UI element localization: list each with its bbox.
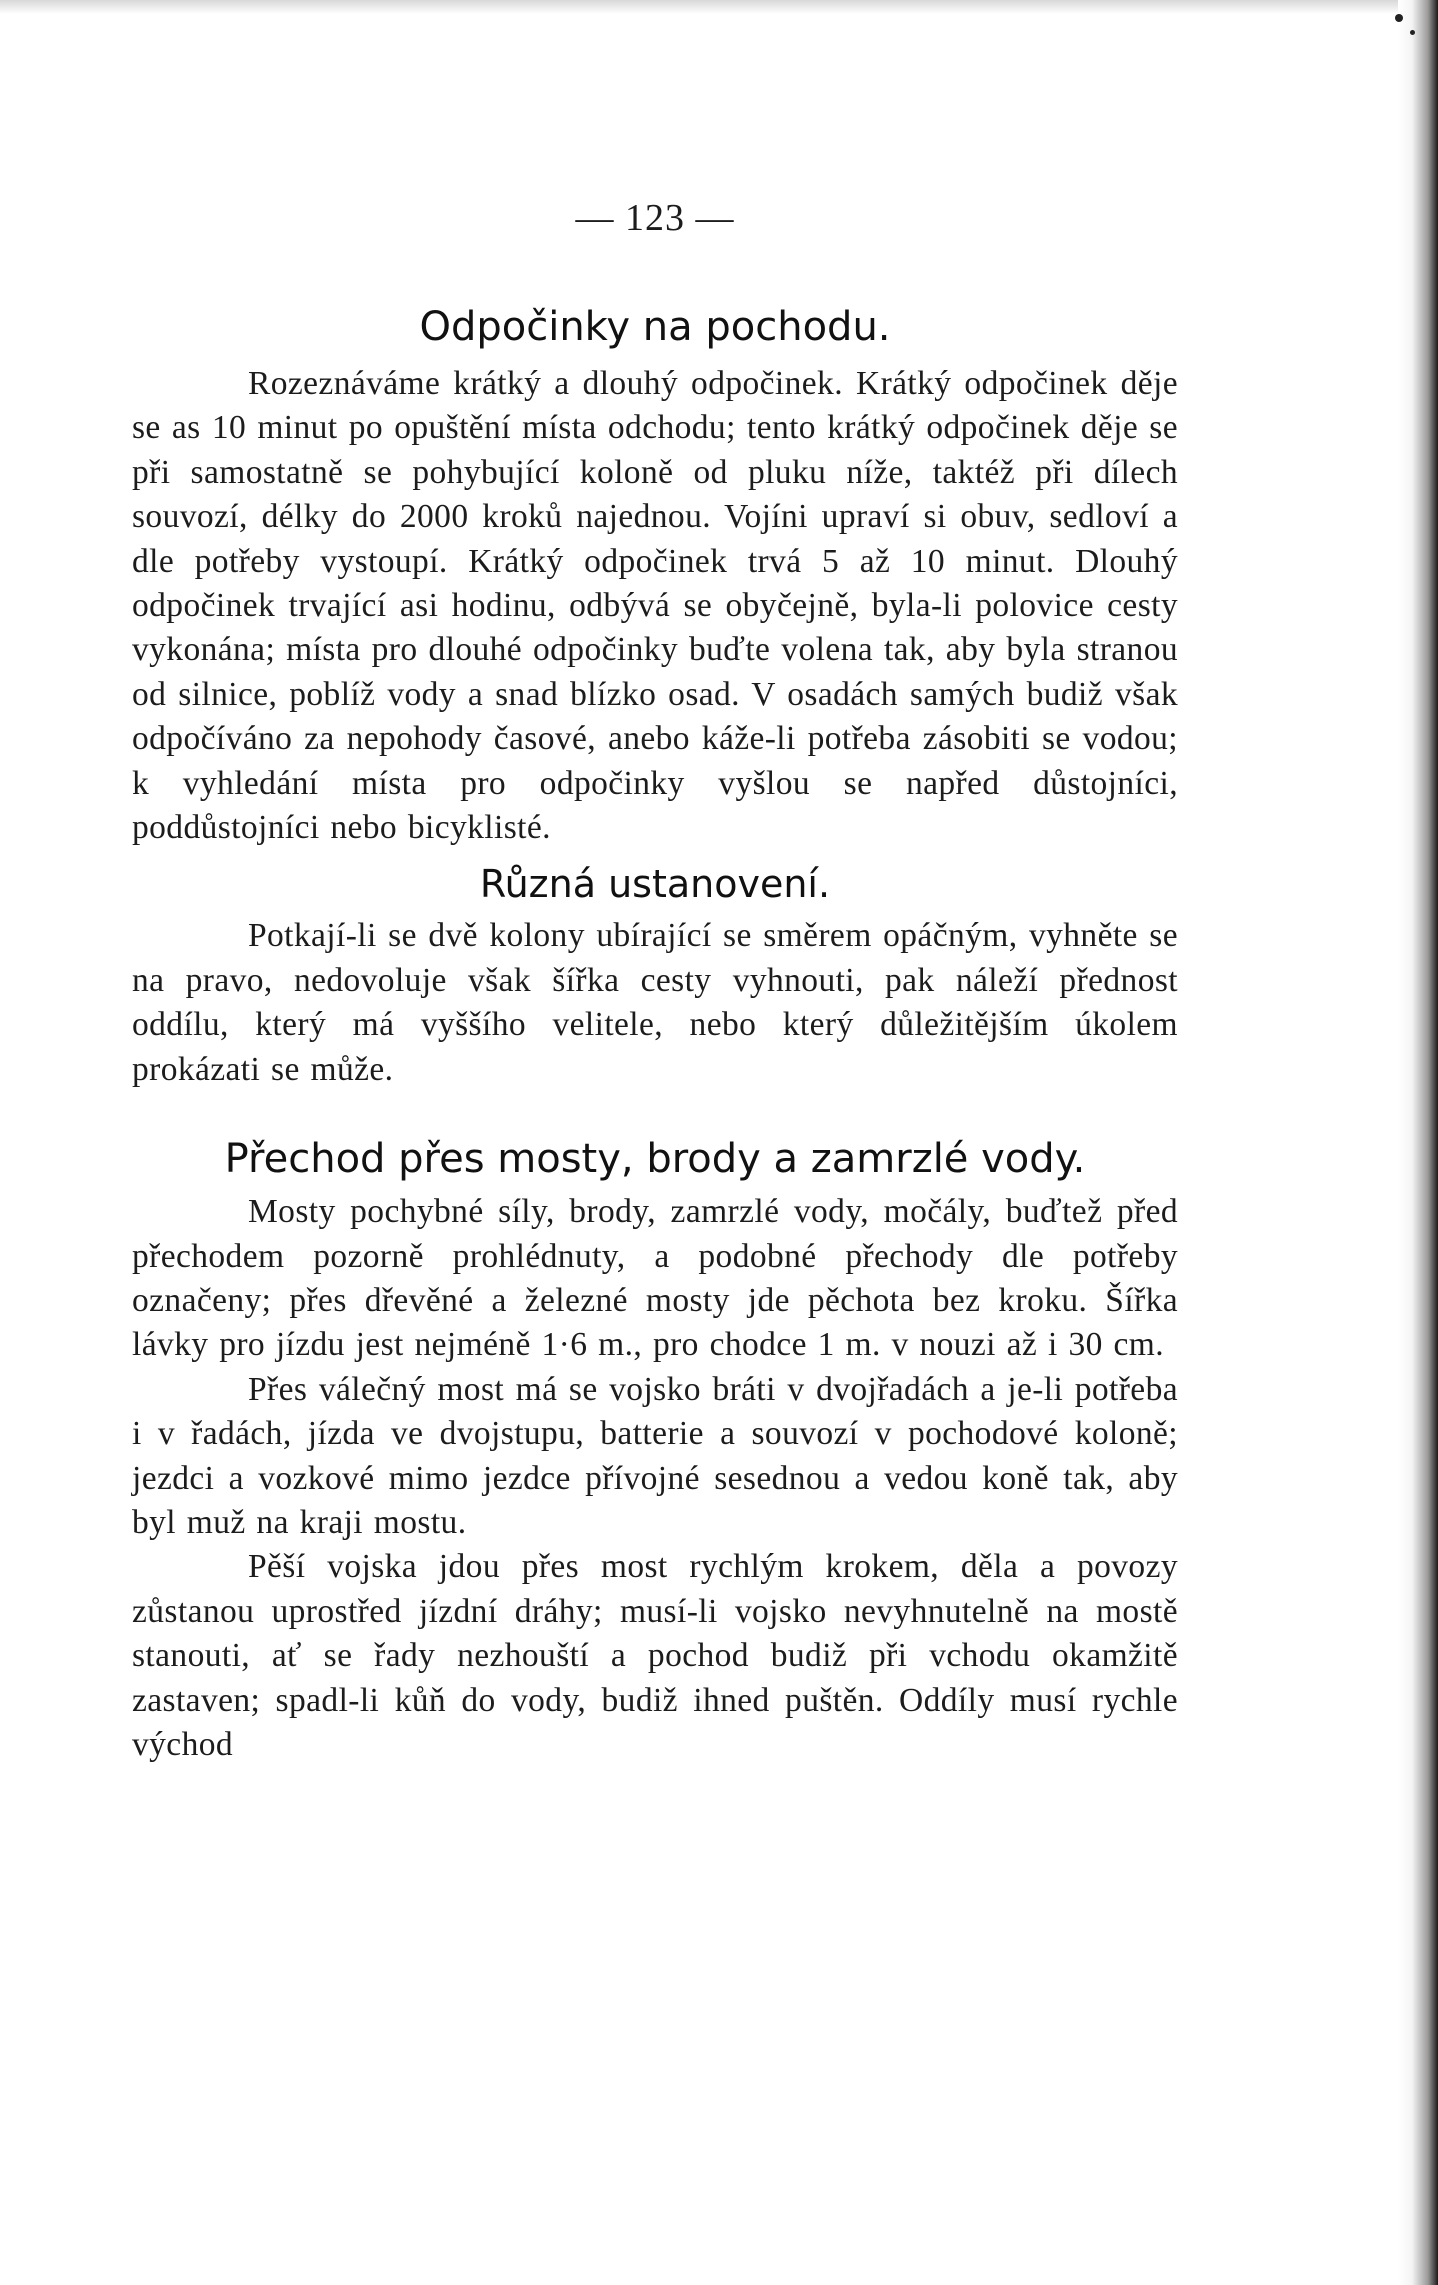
section-heading-various-provisions: Různá ustanovení.: [479, 862, 831, 907]
section-heading-rests: Odpočinky na pochodu.: [419, 304, 891, 350]
page-top-shadow: [0, 0, 1438, 14]
page-content: [132, 196, 1178, 1767]
page-number: — 123 —: [575, 197, 735, 239]
page-right-edge-shadow: [1398, 0, 1438, 2285]
paragraph: Potkají-li se dvě kolony ubírající se směrem opáčným, vyhněte se na pravo, nedovoluje však šířka cesty vyhnouti, pak náleží přednost oddílu, který má vyššího velitele, nebo který důležitějším úkolem prokázati se může.: [132, 917, 1178, 1088]
section-heading-crossing-bridges: Přechod přes mosty, brody a zamrzlé vody.: [224, 1136, 1086, 1183]
paragraph: Pěší vojska jdou přes most rychlým krokem, děla a povozy zůstanou uprostřed jízdní dráhy; musí-li vojsko nevyhnutelně na mostě stanouti, ať se řady nezhouští a pochod budiž při vchodu okamžitě zastaven; spadl-li kůň do vody, budiž ihned puštěn. Oddíly musí rychle východ: [132, 1548, 1178, 1763]
ink-speck: [1410, 30, 1415, 35]
paragraph: Rozeznáváme krátký a dlouhý odpočinek. Krátký odpočinek děje se as 10 minut po opuštění místa odchodu; tento krátký odpočinek děje se při samostatně se pohybující koloně od pluku níže, taktéž při dílech souvozí, délky do 2000 kroků najednou. Vojíni upraví si obuv, sedloví a dle potřeby vystoupí. Krátký odpočinek trvá 5 až 10 minut. Dlouhý odpočinek trvající asi hodinu, odbývá se obyčejně, byla-li polovice cesty vykonána; místa pro dlouhé odpočinky buďte volena tak, aby byla stranou od silnice, poblíž vody a snad blízko osad. V osadách samých budiž však odpočíváno za nepohody časové, anebo káže-li potřeba zásobiti se vodou; k vyhledání místa pro odpočinky vyšlou se napřed důstojníci, poddůstojníci nebo bicyklisté.: [132, 365, 1178, 847]
ink-speck: [1395, 14, 1403, 22]
paragraph: Mosty pochybné síly, brody, zamrzlé vody, močály, buďtež před přechodem pozorně prohlédnuty, a podobné přechody dle potřeby označeny; přes dřevěné a železné mosty jde pěchota bez kroku. Šířka lávky pro jízdu jest nejméně 1·6 m., pro chodce 1 m. v nouzi až i 30 cm.: [132, 1193, 1178, 1364]
paragraph: Přes válečný most má se vojsko bráti v dvojřadách a je-li potřeba i v řadách, jízda ve dvojstupu, batterie a souvozí v pochodové koloně; jezdci a vozkové mimo jezdce přívojné sesednou a vedou koně tak, aby byl muž na kraji mostu.: [132, 1370, 1178, 1541]
